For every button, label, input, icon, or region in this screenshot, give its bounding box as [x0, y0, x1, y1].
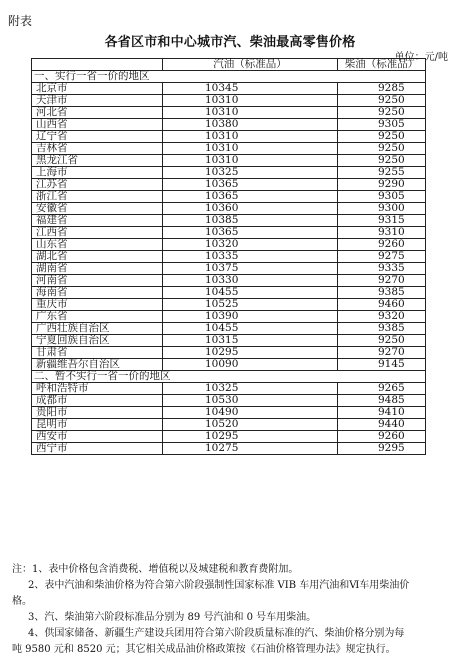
region-cell: 海南省	[32, 287, 163, 299]
gasoline-price-cell: 10365	[163, 191, 338, 203]
diesel-price-cell: 9250	[338, 107, 426, 119]
diesel-price-cell: 9485	[338, 395, 426, 407]
gasoline-price-cell: 10375	[163, 263, 338, 275]
table-row	[32, 407, 426, 419]
region-cell: 北京市	[32, 83, 163, 95]
gasoline-price-cell: 10310	[163, 131, 338, 143]
gasoline-price-cell: 10380	[163, 119, 338, 131]
unit-label: 单位：元/吨	[394, 52, 448, 63]
diesel-price-cell: 9250	[338, 335, 426, 347]
region-cell: 成都市	[32, 395, 163, 407]
diesel-price-cell: 9305	[338, 119, 426, 131]
table-row	[32, 359, 426, 371]
region-cell: 宁夏回族自治区	[32, 335, 163, 347]
region-cell: 上海市	[32, 167, 163, 179]
region-cell: 西宁市	[32, 443, 163, 455]
table-row	[32, 251, 426, 263]
section-label: 一、实行一省一价的地区	[32, 71, 426, 83]
table-row	[32, 191, 426, 203]
diesel-price-cell: 9250	[338, 155, 426, 167]
gasoline-price-cell: 10090	[163, 359, 338, 371]
gasoline-price-cell: 10310	[163, 107, 338, 119]
gasoline-price-cell: 10330	[163, 275, 338, 287]
table-row	[32, 179, 426, 191]
gasoline-price-cell: 10310	[163, 143, 338, 155]
region-cell: 浙江省	[32, 191, 163, 203]
diesel-price-cell: 9320	[338, 311, 426, 323]
table-row	[32, 119, 426, 131]
table-row	[32, 275, 426, 287]
table-row	[32, 83, 426, 95]
gasoline-price-cell: 10455	[163, 323, 338, 335]
table-row	[32, 419, 426, 431]
diesel-price-cell: 9385	[338, 287, 426, 299]
region-cell: 安徽省	[32, 203, 163, 215]
region-cell: 天津市	[32, 95, 163, 107]
diesel-price-cell: 9295	[338, 443, 426, 455]
table-row	[32, 107, 426, 119]
note-4: 4、供国家储备、新疆生产建设兵团用符合第六阶段质量标准的汽、柴油价格分别为每	[28, 628, 405, 639]
table-row	[32, 143, 426, 155]
gasoline-price-cell: 10345	[163, 83, 338, 95]
gasoline-price-cell: 10525	[163, 299, 338, 311]
table-row	[32, 203, 426, 215]
diesel-price-cell: 9255	[338, 167, 426, 179]
header-diesel: 柴油（标准品）	[338, 59, 426, 71]
diesel-price-cell: 9270	[338, 347, 426, 359]
diesel-price-cell: 9410	[338, 407, 426, 419]
gasoline-price-cell: 10320	[163, 239, 338, 251]
gasoline-price-cell: 10365	[163, 227, 338, 239]
table-row	[32, 131, 426, 143]
diesel-price-cell: 9315	[338, 215, 426, 227]
diesel-price-cell: 9460	[338, 299, 426, 311]
region-cell: 甘肃省	[32, 347, 163, 359]
gasoline-price-cell: 10385	[163, 215, 338, 227]
region-cell: 河南省	[32, 275, 163, 287]
table-row	[32, 155, 426, 167]
table-row	[32, 95, 426, 107]
table-header-row	[32, 59, 426, 71]
region-cell: 呼和浩特市	[32, 383, 163, 395]
gasoline-price-cell: 10360	[163, 203, 338, 215]
gasoline-price-cell: 10335	[163, 251, 338, 263]
region-cell: 湖南省	[32, 263, 163, 275]
region-cell: 福建省	[32, 215, 163, 227]
diesel-price-cell: 9310	[338, 227, 426, 239]
diesel-price-cell: 9260	[338, 431, 426, 443]
note-4-continued: 吨 9580 元和 8520 元；其它相关成品油价格政策按《石油价格管理办法》规定执行。	[12, 644, 396, 655]
region-cell: 新疆维吾尔自治区	[32, 359, 163, 371]
region-cell: 辽宁省	[32, 131, 163, 143]
gasoline-price-cell: 10325	[163, 383, 338, 395]
diesel-price-cell: 9305	[338, 191, 426, 203]
diesel-price-cell: 9260	[338, 239, 426, 251]
diesel-price-cell: 9145	[338, 359, 426, 371]
table-row	[32, 287, 426, 299]
region-cell: 江西省	[32, 227, 163, 239]
region-cell: 河北省	[32, 107, 163, 119]
gasoline-price-cell: 10390	[163, 311, 338, 323]
note-1: 注：1、表中价格包含消费税、增值税以及城建税和教育费附加。	[12, 564, 299, 575]
gasoline-price-cell: 10315	[163, 335, 338, 347]
section-label: 二、暂不实行一省一价的地区	[32, 371, 426, 383]
table-row	[32, 431, 426, 443]
appendix-label: 附表	[8, 14, 33, 28]
gasoline-price-cell: 10310	[163, 95, 338, 107]
diesel-price-cell: 9290	[338, 179, 426, 191]
diesel-price-cell: 9250	[338, 131, 426, 143]
region-cell: 湖北省	[32, 251, 163, 263]
table-row	[32, 299, 426, 311]
region-cell: 昆明市	[32, 419, 163, 431]
region-cell: 广东省	[32, 311, 163, 323]
region-cell: 重庆市	[32, 299, 163, 311]
header-region-cell	[32, 59, 163, 71]
header-gasoline: 汽油（标准品）	[163, 59, 338, 71]
note-2-continued: 格。	[12, 596, 32, 607]
gasoline-price-cell: 10295	[163, 431, 338, 443]
gasoline-price-cell: 10455	[163, 287, 338, 299]
diesel-price-cell: 9440	[338, 419, 426, 431]
section-row	[32, 371, 426, 383]
gasoline-price-cell: 10365	[163, 179, 338, 191]
gasoline-price-cell: 10275	[163, 443, 338, 455]
region-cell: 山西省	[32, 119, 163, 131]
region-cell: 广西壮族自治区	[32, 323, 163, 335]
notes	[12, 562, 452, 658]
diesel-price-cell: 9335	[338, 263, 426, 275]
note-3: 3、汽、柴油第六阶段标准品分别为 89 号汽油和 0 号车用柴油。	[28, 612, 317, 623]
table-row	[32, 227, 426, 239]
note-2: 2、表中汽油和柴油价格为符合第六阶段强制性国家标准 VIB 车用汽油和Ⅵ车用柴油价	[28, 580, 410, 591]
table-row	[32, 335, 426, 347]
diesel-price-cell: 9270	[338, 275, 426, 287]
table-row	[32, 395, 426, 407]
gasoline-price-cell: 10490	[163, 407, 338, 419]
gasoline-price-cell: 10530	[163, 395, 338, 407]
diesel-price-cell: 9250	[338, 95, 426, 107]
table-row	[32, 263, 426, 275]
diesel-price-cell: 9285	[338, 83, 426, 95]
region-cell: 西安市	[32, 431, 163, 443]
diesel-price-cell: 9275	[338, 251, 426, 263]
table-row	[32, 239, 426, 251]
diesel-price-cell: 9300	[338, 203, 426, 215]
region-cell: 山东省	[32, 239, 163, 251]
section-row	[32, 71, 426, 83]
table-row	[32, 215, 426, 227]
region-cell: 黑龙江省	[32, 155, 163, 167]
gasoline-price-cell: 10295	[163, 347, 338, 359]
diesel-price-cell: 9250	[338, 143, 426, 155]
price-table	[31, 58, 426, 455]
region-cell: 贵阳市	[32, 407, 163, 419]
table-row	[32, 323, 426, 335]
diesel-price-cell: 9385	[338, 323, 426, 335]
table-row	[32, 311, 426, 323]
table-row	[32, 443, 426, 455]
table-row	[32, 347, 426, 359]
diesel-price-cell: 9265	[338, 383, 426, 395]
region-cell: 江苏省	[32, 179, 163, 191]
gasoline-price-cell: 10520	[163, 419, 338, 431]
table-row	[32, 167, 426, 179]
table-row	[32, 383, 426, 395]
region-cell: 吉林省	[32, 143, 163, 155]
gasoline-price-cell: 10310	[163, 155, 338, 167]
page-title: 各省区市和中心城市汽、柴油最高零售价格	[104, 35, 356, 50]
gasoline-price-cell: 10325	[163, 167, 338, 179]
